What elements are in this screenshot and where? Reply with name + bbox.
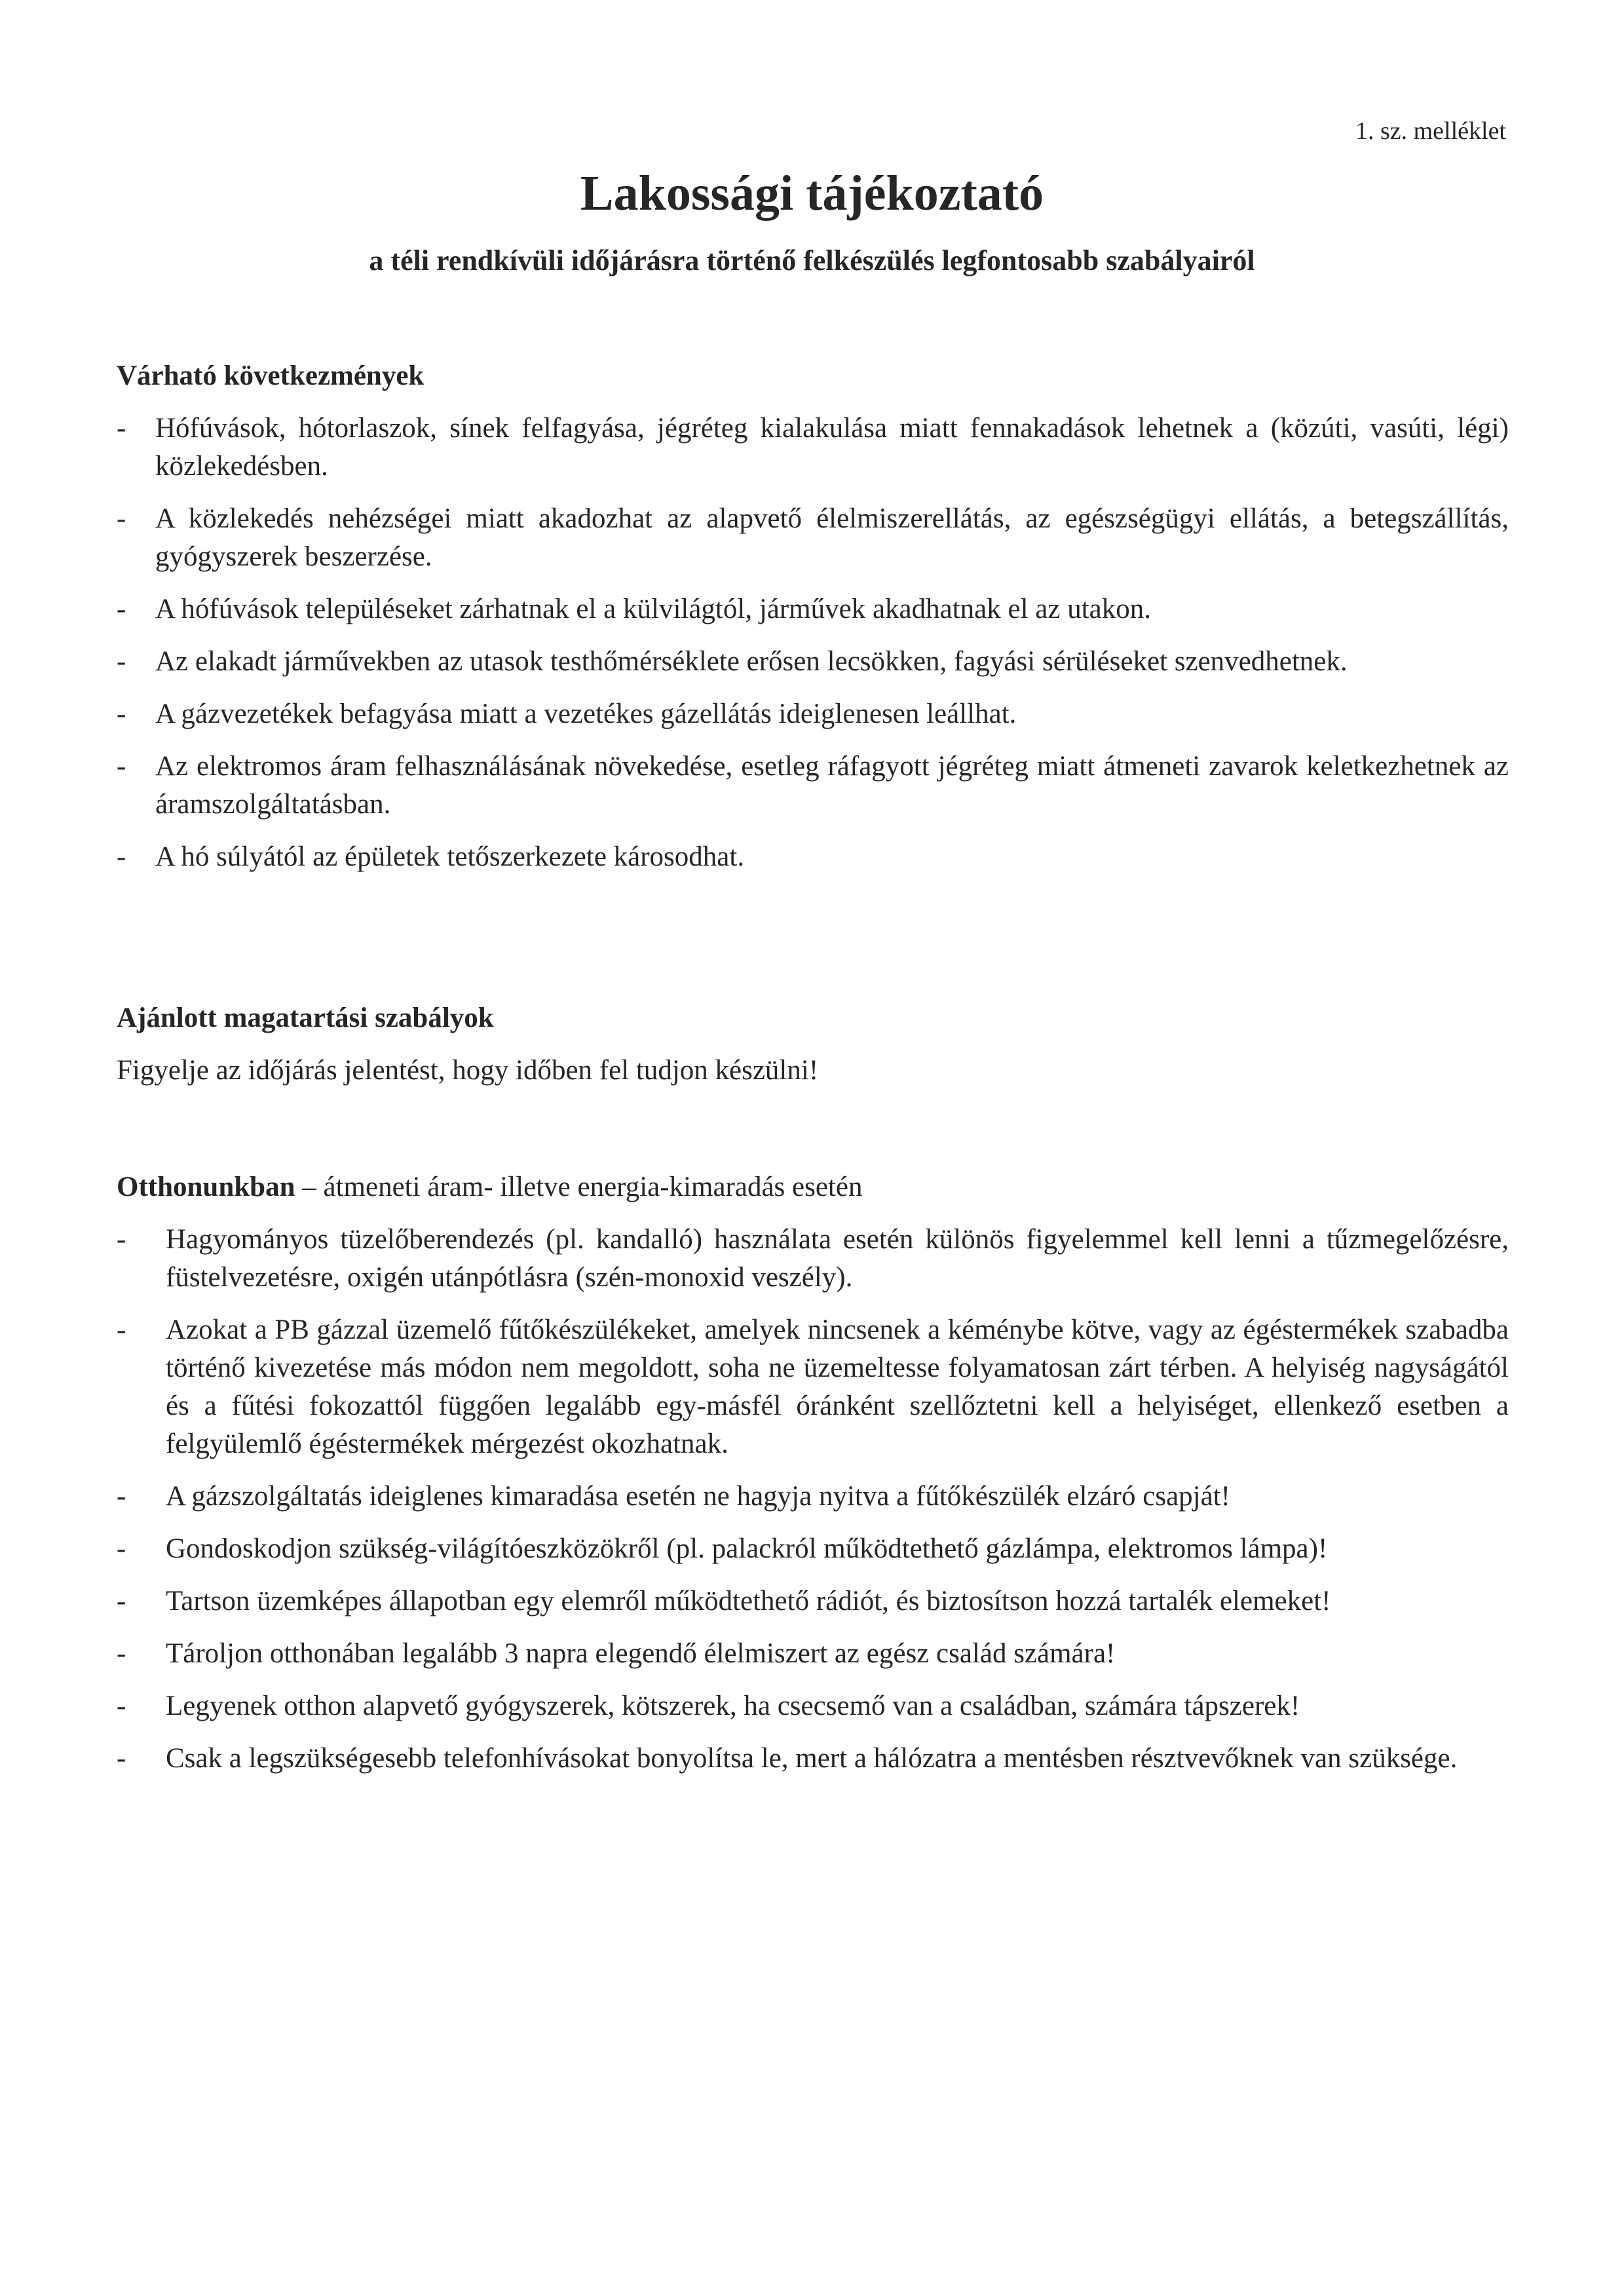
heading-rest: – átmeneti áram- illetve energia-kimaradás esetén (295, 1172, 863, 1202)
list-item: - Legyenek otthon alapvető gyógyszerek, kötszerek, ha csecsemő van a családban, számára tápszerek! (117, 1687, 1509, 1725)
list-item: - A gázszolgáltatás ideiglenes kimaradása esetén ne hagyja nyitva a fűtőkészülék elzáró csapját! (117, 1478, 1509, 1516)
dash-bullet-icon: - (117, 1638, 126, 1669)
dash-bullet-icon: - (117, 698, 126, 729)
dash-bullet-icon: - (117, 1586, 126, 1617)
dash-bullet-icon: - (117, 1314, 126, 1345)
dash-bullet-icon: - (117, 503, 126, 534)
list-item: - Tároljon otthonában legalább 3 napra elegendő élelmiszert az egész család számára! (117, 1635, 1509, 1673)
list-item: - A gázvezetékek befagyása miatt a vezetékes gázellátás ideiglenesen leállhat. (117, 695, 1509, 733)
list-item: - Az elakadt járművekben az utasok testhőmérséklete erősen lecsökken, fagyási sérüléseket szenvedhetnek. (117, 643, 1509, 681)
dash-bullet-icon: - (117, 751, 126, 782)
list-item: - A hófúvások településeket zárhatnak el a külvilágtól, járművek akadhatnak el az utakon. (117, 590, 1509, 628)
heading-bold: Otthonunkban (117, 1172, 295, 1202)
dash-bullet-icon: - (117, 1481, 126, 1512)
list-item: - Tartson üzemképes állapotban egy elemről működtethető rádiót, és biztosítson hozzá tartalék elemeket! (117, 1582, 1509, 1620)
section-recommended (117, 999, 1509, 1090)
dash-bullet-icon: - (117, 646, 126, 677)
dash-bullet-icon: - (117, 413, 126, 444)
dash-bullet-icon: - (117, 1743, 126, 1774)
list-item: - Hagyományos tüzelőberendezés (pl. kandalló) használata esetén különös figyelemmel kell lenni a tűzmegelőzésre, füstelvezetésre, oxigén utánpótlásra (szén-monoxid veszély). (117, 1221, 1509, 1297)
paragraph: Figyelje az időjárás jelentést, hogy időben fel tudjon készülni! (117, 1055, 819, 1086)
dash-bullet-icon: - (117, 1224, 126, 1255)
annex-label: 1. sz. melléklet (1355, 117, 1506, 145)
list-item: - Hófúvások, hótorlaszok, sínek felfagyása, jégréteg kialakulása miatt fennakadások lehetnek a (közúti, vasúti, légi) közlekedésben. (117, 410, 1509, 486)
section-at-home (117, 1168, 1509, 1792)
list-item: - Azokat a PB gázzal üzemelő fűtőkészülékeket, amelyek nincsenek a kéménybe kötve, vagy az égéstermékek szabadba történő kivezetése más módon nem megoldott, soha ne üzemeltesse folyamatosan zárt térben. A helyiség nagyságától és a fűtési fokozattól függően legalább egy-másfél óránként szellőztetni kell a helyiséget, ellenkező esetben a felgyülemlő égéstermékek mérgezést okozhatnak. (117, 1311, 1509, 1463)
dash-bullet-icon: - (117, 1691, 126, 1721)
list-item: - A közlekedés nehézségei miatt akadozhat az alapvető élelmiszerellátás, az egészségügyi ellátás, a betegszállítás, gyógyszerek beszerzése. (117, 500, 1509, 576)
dash-bullet-icon: - (117, 1533, 126, 1564)
document-title: Lakossági tájékoztató (580, 166, 1044, 221)
section-consequences (117, 357, 1509, 890)
consequences-list (117, 410, 1509, 876)
list-item: - Az elektromos áram felhasználásának növekedése, esetleg ráfagyott jégréteg miatt átmeneti zavarok keletkezhetnek az áramszolgáltatásban. (117, 748, 1509, 824)
document-subtitle: a téli rendkívüli időjárásra történő felkészülés legfontosabb szabályairól (369, 244, 1255, 277)
section-heading: Ajánlott magatartási szabályok (117, 1003, 494, 1033)
dash-bullet-icon: - (117, 841, 126, 872)
dash-bullet-icon: - (117, 594, 126, 624)
section-heading (117, 1168, 1509, 1206)
list-item: - Gondoskodjon szükség-világítóeszközökről (pl. palackról működtethető gázlámpa, elektromos lámpa)! (117, 1530, 1509, 1568)
list-item: - A hó súlyától az épületek tetőszerkezete károsodhat. (117, 838, 1509, 876)
section-heading: Várható következmények (117, 360, 425, 391)
list-item: - Csak a legszükségesebb telefonhívásokat bonyolítsa le, mert a hálózatra a mentésben résztvevőknek van szüksége. (117, 1740, 1509, 1778)
at-home-list (117, 1221, 1509, 1778)
